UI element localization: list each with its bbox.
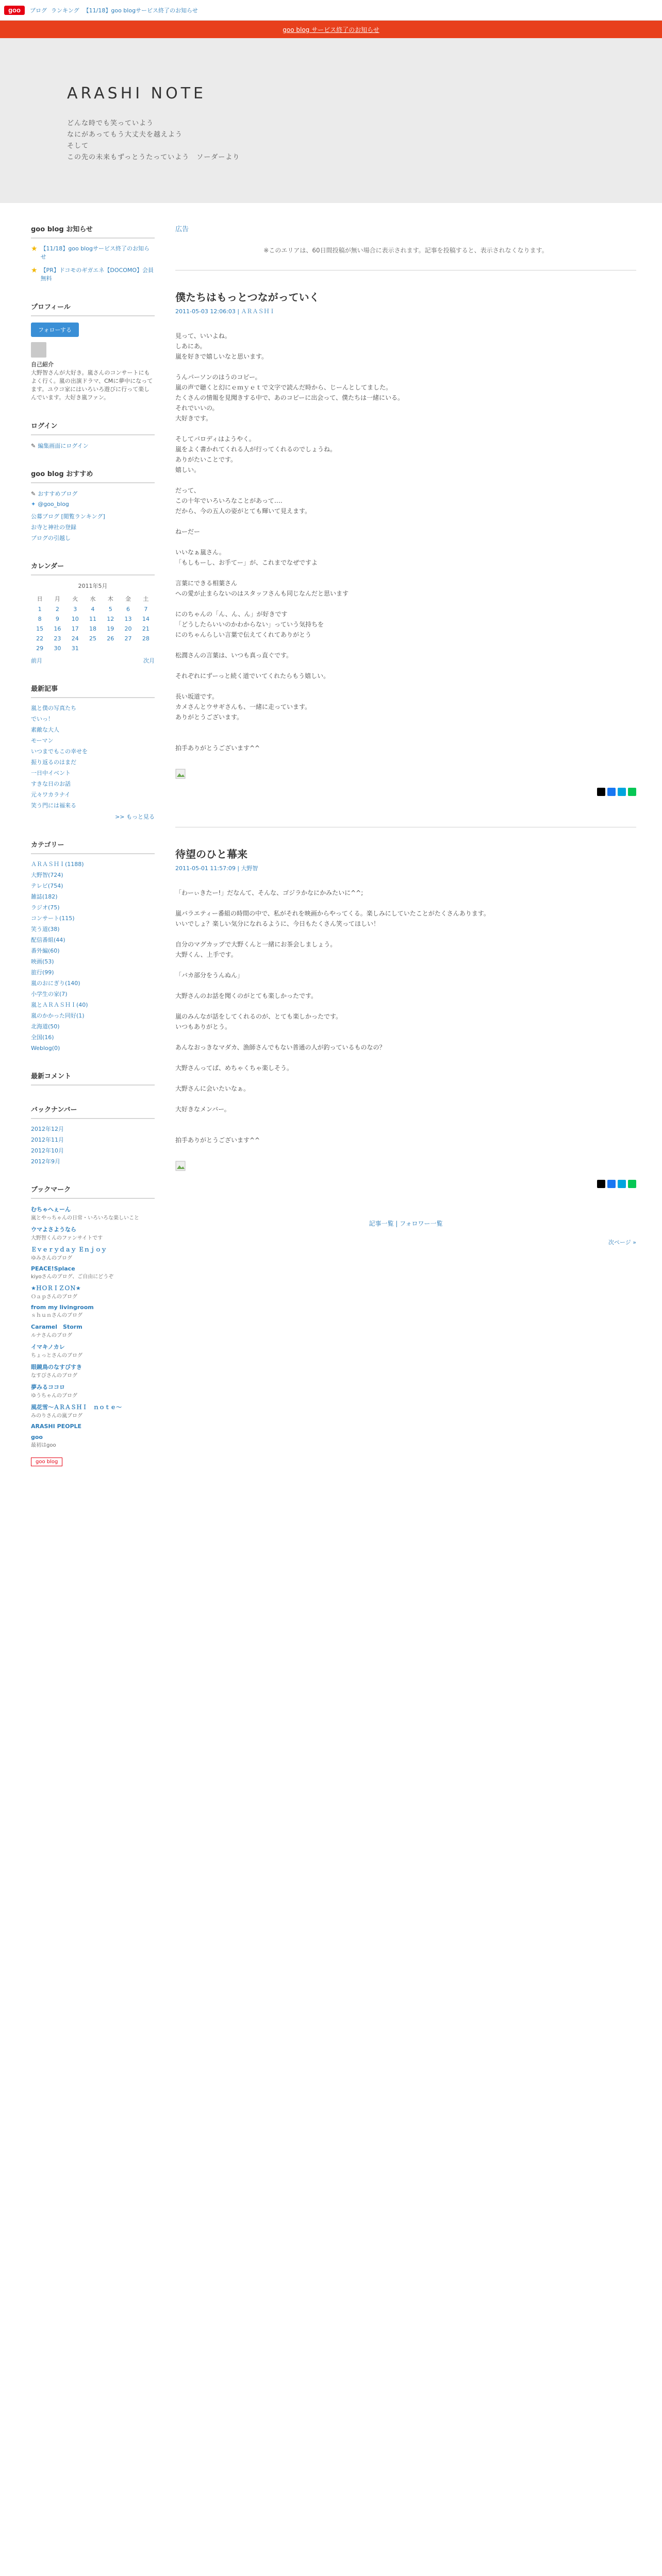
topnav-ranking[interactable]: ランキング <box>51 7 79 14</box>
bookmark-desc: なすびさんのブログ <box>31 1373 77 1379</box>
category-item[interactable]: 配信番組(44) <box>31 937 65 943</box>
calendar-day[interactable]: 10 <box>71 616 79 622</box>
calendar-day[interactable]: 5 <box>108 606 112 613</box>
line-share-icon[interactable] <box>628 1180 636 1188</box>
backnumber-item[interactable]: 2012年9月 <box>31 1158 60 1165</box>
calendar-day <box>84 643 102 653</box>
recent-post-item[interactable]: 元々ワカラナイ <box>31 791 71 798</box>
category-title: カテゴリー <box>31 839 155 854</box>
login-link[interactable]: 編集画面にログイン <box>38 443 89 449</box>
recent-post-item[interactable]: すきな日のお話 <box>31 781 71 787</box>
post-title[interactable]: 僕たちはもっとつながっていく <box>175 291 320 303</box>
blog-description: どんな時でも笑っていよう なにがあってもう大丈夫を越えよう そして この先の未来もずっとうたっていよう ソーダーより <box>67 120 240 161</box>
bookmark-desc: ゆみさんのブログ <box>31 1256 72 1261</box>
bookmark-link[interactable]: PEACE!Splace <box>31 1265 75 1272</box>
bookmark-list <box>31 1205 155 1448</box>
profile-text: 大野智さんが大好き。嵐さんのコンサートにもよく行く。嵐の出演ドラマ、CMに夢中になってます。ユウコ家にはいろいろ遊びに行って楽しんでいます。大好き嵐ファン。 <box>31 369 153 401</box>
notice-item <box>31 266 155 283</box>
star-icon: ★ <box>31 245 38 253</box>
bookmark-item <box>31 1265 155 1280</box>
calendar-widget <box>31 561 155 665</box>
goo-logo[interactable]: goo <box>4 6 25 15</box>
login-line <box>31 442 155 450</box>
blog-post <box>175 827 636 1188</box>
category-item[interactable]: 北海道(50) <box>31 1023 60 1030</box>
category-item[interactable]: コンサート(115) <box>31 915 75 922</box>
recent-post-item[interactable]: 笑う門には福来る <box>31 802 76 809</box>
follow-button[interactable]: フォローする <box>31 323 79 337</box>
bookmark-item <box>31 1363 155 1379</box>
calendar-day[interactable]: 26 <box>107 635 114 642</box>
calendar-day <box>119 643 137 653</box>
bookmark-widget <box>31 1184 155 1466</box>
category-item[interactable]: 全国(16) <box>31 1034 54 1041</box>
calendar-day[interactable]: 25 <box>89 635 96 642</box>
category-item[interactable]: 嵐のかかった同好(1) <box>31 1012 85 1019</box>
calendar-table <box>31 593 155 653</box>
calendar-day[interactable]: 11 <box>89 616 96 622</box>
backnumber-title: バックナンバー <box>31 1104 155 1119</box>
calendar-day <box>102 643 119 653</box>
bookmark-link[interactable]: from my livingroom <box>31 1304 94 1311</box>
recent-widget <box>31 683 155 821</box>
recent-post-item[interactable]: 振り返るのはまだ <box>31 759 76 766</box>
recent-post-item[interactable]: モーマン <box>31 737 54 744</box>
recent-more-link[interactable]: >> もっと見る <box>115 814 155 820</box>
category-item[interactable]: テレビ(754) <box>31 883 63 889</box>
bookmark-desc: kiyoさんのブログ、ご自由にどうぞ <box>31 1274 114 1280</box>
category-item[interactable]: 笑う道(38) <box>31 926 60 933</box>
login-widget <box>31 420 155 450</box>
star-icon: ★ <box>31 266 38 275</box>
bookmark-title: ブックマーク <box>31 1184 155 1199</box>
backnumber-list <box>31 1125 155 1165</box>
calendar-day[interactable]: 6 <box>126 606 130 613</box>
bookmark-item <box>31 1434 155 1448</box>
recommend-link[interactable]: おすすめブログ <box>38 490 78 497</box>
recommend-link[interactable]: @goo_blog <box>38 501 69 507</box>
ad-label: 広告 <box>175 226 189 233</box>
post-body: 見って、いいよね。 しあにあ。 嵐を好きで嬉しいなと思います。 うんパーソンのはうのコピー。 嵐の声で聴くと幻にｅｍｙｅｔで文字で読んだ時から、じーんとしてました。 たくさんの情報を見聞きする中で、あのコピーに出会って、僕たちは一緒にいる。 それでいいの。 大好きです。 そしてパロディはようやく。 嵐をよく書かれてくれる人が行ってくれるのでしょうね。 ありがたいことです。 嬉しい。 だって、 この十年でいろいろなことがあって‥‥ だから、今の五人の姿がとても輝いて見えます。 ねーだー いいなぁ嵐さん。 「もしもーし、お手てー」が、これまでなぜですよ 言葉にできる相葉さん への愛が止まらないのはスタッフさんも同じなんだと思います にのちゃんの「ん、ん、ん」が好きです 「どうしたらいいのかわからない」っていう気持ちを にのちゃんらしい言葉で伝えてくれてありがとう 松潤さんの言葉は、いつも真っ直ぐです。 それぞれにずーっと続く道でいてくれたらもう嬉しい。 長い坂道です。 カメさんとウサギさんも、一緒に走っています。 ありがとうございます。 拍手ありがとうございます^^ <box>175 332 404 752</box>
calendar-prev[interactable]: 前月 <box>31 657 42 664</box>
calendar-day[interactable]: 8 <box>38 616 42 622</box>
recommend-line <box>31 501 155 507</box>
bookmark-item <box>31 1423 155 1430</box>
bookmark-link[interactable]: ★ＨＯＲＩＺＯＮ★ <box>31 1285 81 1292</box>
bookmark-desc: みのりさんの嵐ブログ <box>31 1413 82 1419</box>
notice-widget <box>31 224 155 283</box>
category-item[interactable]: 嵐とＡＲＡＳＨＩ(40) <box>31 1002 88 1008</box>
bookmark-desc: ゆうちゃんのブログ <box>31 1393 77 1399</box>
calendar-day[interactable]: 27 <box>124 635 132 642</box>
calendar-day[interactable]: 3 <box>73 606 77 613</box>
category-item[interactable]: 嵐のおにぎり(140) <box>31 980 80 987</box>
bookmark-desc: 嵐とやっちゃんの日常・いろいろな楽しいこと <box>31 1215 139 1221</box>
bookmark-link[interactable]: goo <box>31 1434 43 1440</box>
bookmark-desc: ｓｈｕｎさんのブログ <box>31 1313 82 1318</box>
recent-post-item[interactable]: 嵐と僕の写真たち <box>31 705 76 711</box>
hatena-share-icon[interactable] <box>618 788 626 796</box>
calendar-month: 2011年5月 <box>78 583 108 589</box>
recent-title: 最新記事 <box>31 683 155 698</box>
category-list <box>31 860 155 1052</box>
bookmark-link[interactable]: ウマよさようなら <box>31 1226 76 1233</box>
list-item[interactable]: お寺と神社の登録 <box>31 524 76 531</box>
avatar <box>31 342 46 358</box>
calendar-day-header: 日 <box>37 596 43 602</box>
bookmark-item <box>31 1304 155 1318</box>
bookmark-link[interactable]: Caramel Storm <box>31 1324 82 1330</box>
calendar-day[interactable]: 7 <box>144 606 148 613</box>
blog-title[interactable]: ARASHI NOTE <box>67 84 206 103</box>
bookmark-item <box>31 1323 155 1338</box>
calendar-day[interactable]: 4 <box>91 606 95 613</box>
calendar-day[interactable]: 1 <box>38 606 42 613</box>
recent-post-item[interactable]: 素敵な大人 <box>31 726 59 733</box>
recent-list <box>31 704 155 809</box>
notice-link[interactable]: 【PR】ドコモのギガエネ【DOCOMO】会員無料 <box>40 267 154 282</box>
recent-post-item[interactable]: でいっ！ <box>31 716 54 722</box>
goo-topnav <box>30 6 198 14</box>
bookmark-item <box>31 1284 155 1300</box>
calendar-day[interactable]: 21 <box>142 625 150 632</box>
image-placeholder-icon <box>175 1161 186 1171</box>
facebook-share-icon[interactable] <box>607 788 616 796</box>
post-meta[interactable]: 2011-05-03 12:06:03 | ＡＲＡＳＨＩ <box>175 308 275 315</box>
category-item[interactable]: ＡＲＡＳＨＩ(1188) <box>31 861 84 868</box>
topnav-blog[interactable]: ブログ <box>30 7 47 14</box>
profile-title: プロフィール <box>31 301 155 316</box>
bookmark-link[interactable]: 風花雪〜ＡＲＡＳＨＩ ｎｏｔｅ〜 <box>31 1404 122 1411</box>
pencil-icon: ✎ <box>31 490 36 497</box>
calendar-day[interactable]: 23 <box>54 635 61 642</box>
calendar-day-header: 月 <box>54 596 60 602</box>
recommend-line <box>31 489 155 498</box>
image-placeholder-icon <box>175 769 186 779</box>
category-item[interactable]: Weblog(0) <box>31 1045 60 1052</box>
notice-item <box>31 245 155 261</box>
calendar-day[interactable]: 12 <box>107 616 114 622</box>
calendar-day-header: 金 <box>125 596 131 602</box>
calendar-day[interactable]: 9 <box>55 616 59 622</box>
bookmark-item <box>31 1205 155 1221</box>
comment-widget <box>31 1071 155 1086</box>
list-item[interactable]: 公募ブログ [閲覧ランキング] <box>31 513 105 520</box>
calendar-next[interactable]: 次月 <box>143 657 155 664</box>
bookmark-item <box>31 1403 155 1419</box>
bookmark-link[interactable]: イマキノカレ <box>31 1344 65 1350</box>
calendar-day-header: 水 <box>90 596 96 602</box>
calendar-day[interactable]: 16 <box>54 625 61 632</box>
notice-link[interactable]: 【11/18】goo blogサービス終了のお知らせ <box>40 245 150 260</box>
post-body: 「わーぃきたー!」だなんて、そんな、ゴジラかなにかみたいに^^; 嵐バラエティー番組の時間の中で、私がそれを映画からやってくる。楽しみにしていたことがたくさんあります。 いいでしょ？楽しい気分になれるように、今日もたくさん笑ってほしい！ 自分のマグカップで大野くんと一緒にお茶会しましょう。 大野くん、上手です。 「バカ部分をうんぬん」 大野さんのお話を聞くのがとても楽しかったです。 嵐のみんなが話をしてくれるのが、とても楽しかったです。 いつもありがとう。 あんなおっきなマダカ、漁師さんでもない普通の人が釣っているものなの？ 大野さんってば、めちゃくちゃ楽しそう。 大野さんに会いたいなぁ。 大好きなメンバー。 拍手ありがとうございます^^ <box>175 889 490 1144</box>
list-item[interactable]: ブログの引越し <box>31 535 71 541</box>
bookmark-desc: ちょっとさんのブログ <box>31 1353 82 1359</box>
notice-title: goo blog お知らせ <box>31 224 155 239</box>
calendar-day[interactable]: 24 <box>71 635 79 642</box>
backnumber-widget <box>31 1104 155 1165</box>
bookmark-link[interactable]: 眼鏡鳥のなすびすき <box>31 1364 82 1370</box>
hatena-share-icon[interactable] <box>618 1180 626 1188</box>
calendar-day[interactable]: 28 <box>142 635 150 642</box>
bookmark-item <box>31 1225 155 1241</box>
calendar-day[interactable]: 15 <box>36 625 44 632</box>
goo-blog-badge[interactable]: goo blog <box>31 1458 62 1466</box>
twitter-icon: ✦ <box>31 501 36 507</box>
topnav-notice[interactable]: 【11/18】goo blogサービス終了のお知らせ <box>83 7 198 14</box>
recent-post-item[interactable]: 一日中イベント <box>31 770 71 776</box>
next-page-link[interactable]: 次ページ » <box>608 1239 636 1246</box>
post-meta[interactable]: 2011-05-01 11:57:09 | 大野智 <box>175 865 258 872</box>
profile-widget <box>31 301 155 402</box>
sidebar <box>31 224 155 1485</box>
share-buttons <box>175 1180 636 1188</box>
goo-topbar <box>0 0 662 21</box>
recommend-title: goo blog おすすめ <box>31 468 155 483</box>
recommend-extra-list <box>31 513 155 542</box>
backnumber-item[interactable]: 2012年12月 <box>31 1126 64 1132</box>
backnumber-item[interactable]: 2012年11月 <box>31 1137 64 1143</box>
category-item[interactable]: 大野智(724) <box>31 872 63 878</box>
category-item[interactable]: 小学生の家(7) <box>31 991 68 997</box>
category-item[interactable]: 映画(53) <box>31 958 54 965</box>
calendar-day[interactable]: 18 <box>89 625 96 632</box>
comment-title: 最新コメント <box>31 1071 155 1086</box>
category-item[interactable]: ラジオ(75) <box>31 904 60 911</box>
calendar-body <box>31 604 155 653</box>
facebook-share-icon[interactable] <box>607 1180 616 1188</box>
line-share-icon[interactable] <box>628 788 636 796</box>
bookmark-link[interactable]: むちゃへぇーん <box>31 1206 71 1213</box>
calendar-day[interactable]: 20 <box>124 625 132 632</box>
calendar-day-header: 土 <box>143 596 149 602</box>
category-widget <box>31 839 155 1052</box>
profile-label: 自己紹介 <box>31 361 54 368</box>
recommend-widget <box>31 468 155 542</box>
bookmark-item <box>31 1343 155 1359</box>
category-item[interactable]: 旅行(99) <box>31 969 54 976</box>
bookmark-desc: 大野智くんのファンサイトです <box>31 1235 103 1241</box>
calendar-day[interactable]: 13 <box>124 616 132 622</box>
calendar-day[interactable]: 2 <box>55 606 59 613</box>
service-end-banner <box>0 21 662 38</box>
calendar-nav <box>31 656 155 665</box>
pencil-icon: ✎ <box>31 442 36 449</box>
share-buttons <box>175 788 636 796</box>
calendar-title: カレンダー <box>31 561 155 575</box>
bookmark-item <box>31 1245 155 1261</box>
calendar-day[interactable]: 31 <box>71 645 79 652</box>
recent-post-item[interactable]: いつまでもこの幸せを <box>31 748 88 755</box>
calendar-day-header: 火 <box>72 596 78 602</box>
blog-header <box>0 38 662 203</box>
backnumber-item[interactable]: 2012年10月 <box>31 1147 64 1154</box>
login-title: ログイン <box>31 420 155 435</box>
category-item[interactable]: 番外編(60) <box>31 947 60 954</box>
calendar-day[interactable]: 22 <box>36 635 44 642</box>
calendar-day-header: 木 <box>107 596 113 602</box>
x-share-icon[interactable] <box>597 788 605 796</box>
category-item[interactable]: 雑誌(182) <box>31 893 58 900</box>
x-share-icon[interactable] <box>597 1180 605 1188</box>
calendar-day[interactable]: 29 <box>36 645 44 652</box>
calendar-day <box>137 643 155 653</box>
archive-follower-links[interactable]: 記事一覧 | フォロワー一覧 <box>369 1220 443 1227</box>
bookmark-link[interactable]: Ｅｖｅｒｙｄａｙ Ｅｎｊｏｙ <box>31 1246 107 1253</box>
calendar-day[interactable]: 14 <box>142 616 150 622</box>
bookmark-desc: Ｏａｐさんのブログ <box>31 1294 77 1300</box>
calendar-day[interactable]: 19 <box>107 625 114 632</box>
calendar-day[interactable]: 30 <box>54 645 61 652</box>
service-end-link[interactable]: goo blog サービス終了のお知らせ <box>283 26 379 33</box>
bookmark-desc: 最初はgoo <box>31 1443 56 1448</box>
blog-post <box>175 270 636 796</box>
post-title[interactable]: 待望のひと幕来 <box>175 848 247 860</box>
main-content <box>175 224 636 1485</box>
ad-note: ※このエリアは、60日間投稿が無い場合に表示されます。記事を投稿すると、表示されなくなります。 <box>263 247 548 254</box>
bookmark-link[interactable]: ARASHI PEOPLE <box>31 1423 82 1430</box>
bookmark-link[interactable]: 夢みるココロ <box>31 1384 65 1391</box>
bookmark-desc: ルナさんのブログ <box>31 1333 72 1338</box>
bookmark-item <box>31 1383 155 1399</box>
calendar-day[interactable]: 17 <box>71 625 79 632</box>
